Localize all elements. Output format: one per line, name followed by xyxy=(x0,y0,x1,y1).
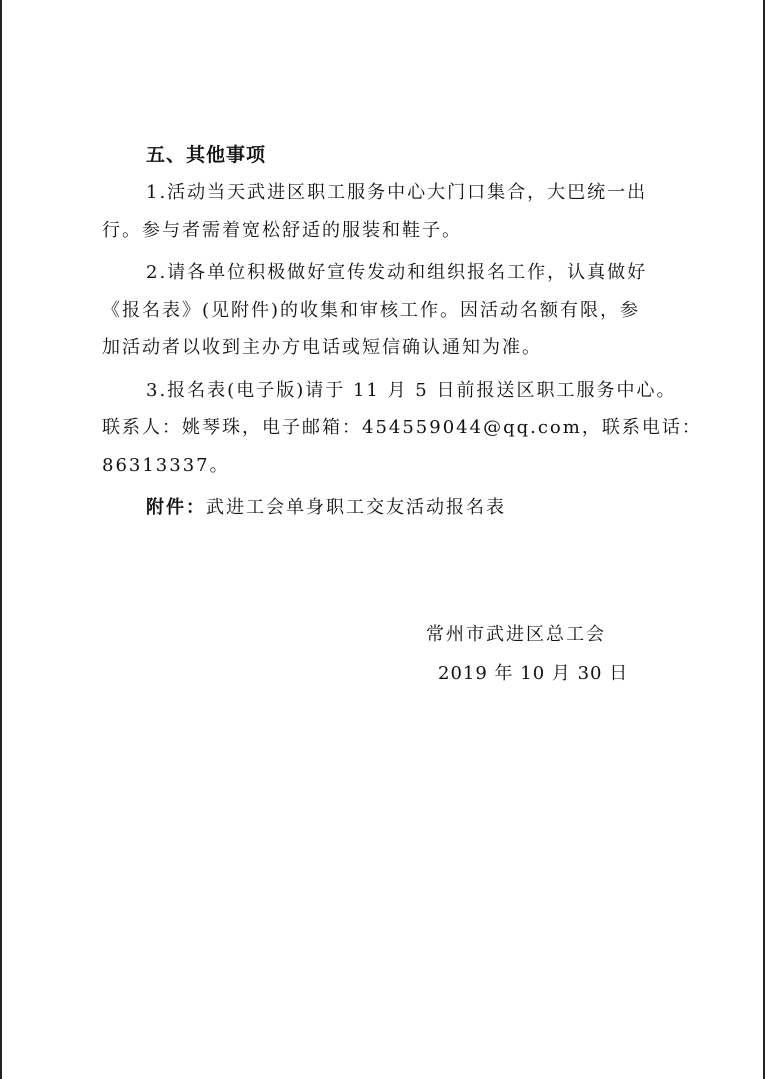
attachment-line xyxy=(102,489,672,527)
notice-item-2-line-2: 《报名表》(见附件)的收集和审核工作。因活动名额有限，参 xyxy=(102,299,641,321)
notice-item-3-line-2: 联系人：姚琴珠，电子邮箱：454559044@qq.com，联系电话： xyxy=(102,417,702,438)
signature-organization: 常州市武进区总工会 xyxy=(426,624,606,645)
page-left-border xyxy=(0,0,2,1079)
notice-item-2 xyxy=(102,254,672,367)
attachment-text: 武进工会单身职工交友活动报名表 xyxy=(206,497,506,518)
section-heading: 五、其他事项 xyxy=(146,144,267,166)
document-body xyxy=(102,142,702,527)
notice-item-3-line-3: 86313337。 xyxy=(102,454,230,476)
signature-date: 2019 年 10 月 30 日 xyxy=(438,663,629,684)
notice-item-1-line-1: 1.活动当天武进区职工服务中心大门口集合，大巴统一出 xyxy=(146,182,648,203)
notice-item-3 xyxy=(102,372,702,485)
attachment-label: 附件： xyxy=(146,497,206,518)
signature-block xyxy=(426,622,646,687)
notice-item-3-line-1: 3.报名表(电子版)请于 11 月 5 日前报送区职工服务中心。 xyxy=(146,379,677,401)
notice-item-1 xyxy=(102,174,672,249)
notice-item-1-line-2: 行。参与者需着宽松舒适的服装和鞋子。 xyxy=(102,219,462,241)
notice-item-2-line-3: 加活动者以收到主办方电话或短信确认通知为准。 xyxy=(102,337,542,358)
notice-item-2-line-1: 2.请各单位积极做好宣传发动和组织报名工作，认真做好 xyxy=(146,262,648,283)
